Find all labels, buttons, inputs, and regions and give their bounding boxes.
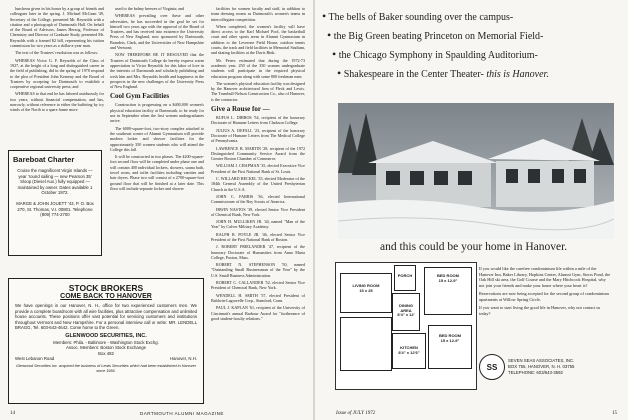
paragraph: WHEREAS Victor G. F. Reynolds of the Class of 1927, at the height of a long and distinguished career in the field of publishing, did in the spring of 1970 respond to the plea of President John Kemeny and the Board of Trustees by accepting for Dartmouth to establish a cooperative regional university press; and [10, 57, 104, 90]
headline-line-1: • The bells of Baker sounding over the campus- [322, 9, 514, 23]
ad-body: We have openings in our Hanover, N. H., office for two experienced customers men. We provide a complete boardroom with all wire facilities, plus attractive compensation and unlimited house accounts. These positions offer vast potential for servicing customers and institutions throughout Vermont and New Hampshire. For a personal interview call or write: MR. LENDELL BRAGG, Tel. 603-643-4642. Come home to the Green. [15, 303, 197, 331]
ad-contact: MARGE & JOHN JOUETT '43, P. O. Box 270, St. Thomas, V.I. 00801. Telephone (809) 774-2700 [16, 200, 94, 218]
headline-line-4: • Shakespeare in the Center Theater- this is Hanover. [337, 66, 549, 80]
ad-subtitle: COME BACK TO HANOVER [60, 293, 152, 300]
room-label: BED ROOM [439, 333, 461, 338]
ad-copy [479, 266, 611, 319]
paragraph: WHEREAS prevailing over these and other adversities, he has succeeded in the goal he set for himself two years ago with the approval of the Board of Trustees, and has received into existence the University Press of New England, now sponsored by Dartmouth, Brandeis, Clark, and the Universities of New Hampshire and Vermont; [110, 13, 204, 51]
bedroom-2 [428, 325, 472, 369]
ad-paragraph: If you would like the carefree condominium life within a mile of the Hanover Inn, Baker Library, Hopkins Center, Alumni Gym, Storrs Pond, the Oak Hill ski area, the Golf Course and the Mary Hitchcock Hospital, why not join your friends and make your home where your heart is? [479, 266, 611, 288]
firm-name: GLENWOOD SECURITIES, INC. [65, 332, 147, 339]
left-page [0, 0, 313, 420]
seller-block [508, 358, 574, 375]
article-column-3 [211, 6, 305, 408]
ad-title: STOCK BROKERS [68, 283, 144, 293]
honor-entry: RUFUS L. DIBBOS '54, recipient of the honorary Doctorate of Humane Letters from Clarkson College. [211, 115, 305, 126]
box-number: Box 482 [98, 350, 114, 356]
issue-date: Issue of JULY 1972 [336, 411, 376, 416]
porch [394, 265, 416, 291]
room-size: 15 x 25 [359, 287, 373, 293]
article-column-2 [110, 6, 204, 274]
seller-name: SEVEN SEAS ASSOCIATES, INC. [508, 358, 575, 363]
address-right: Hanover, N.H. [170, 356, 197, 362]
honor-entry: RALPH R. POYLE JR. '46, elected Senior Vice President of the First National Bank of Boston. [211, 231, 305, 242]
ad-paragraph: If you want to start living the good life in Hanover, why not contact us today? [479, 305, 601, 316]
bedroom-1 [424, 267, 472, 315]
seller-phone: TELEPHONE: 603/643-3592 [508, 369, 563, 375]
stock-brokers-ad [8, 278, 204, 404]
paragraph: It will be constructed in two phases. The 4200-square-foot second floor will be completed under phase one and will contain 400 individual lockers, showers, sauna bath, towel room, and toilet facilities including vanities and hair dryers. Phase two will consist of a 2700-square-foot ground floor that will be finished at a later date. This floor will include separate locker and shower [110, 154, 204, 191]
honor-entry: C. WILLARD HECKEL '35, elected Moderator of the 184th General Assembly of the United Presbyterian Church in the U.S.A. [211, 176, 305, 192]
membership-line: Assoc. Members: Boston Stock Exchange [65, 345, 146, 351]
magazine-name: DARTMOUTH ALUMNI MAGAZINE [140, 411, 224, 416]
honor-entry: WILLIAM J. CHAPMAN '35, elected Executive Vice President of the First National Bank of St. Louis. [211, 163, 305, 174]
honor-entry: PAUL J. KAPLAN '61, recipient of the University of Cincinnati's annual Barbour Award for "furtherance of good student-faculty relations." [211, 305, 305, 321]
paragraph: WHEREAS to that end he has labored assiduously for two years, without financial compensation, and has, narrowly, without reference to either the buffeting by icy winds of the North to a spare frame more [10, 91, 104, 113]
ad-paragraph: Reservations are now being accepted for the second group of condominium apartments at Willow Spring Circle. [479, 291, 609, 302]
honor-entry: ROBERT N. STEPHENSON '50, named "Outstanding Small Businessman of the Year" by the U.S. Small Business Administration. [211, 262, 305, 278]
seller-address: BOX 755, HANOVER, N. H. 03755 [508, 363, 575, 369]
ad-title: Bareboat Charter [13, 155, 75, 164]
page-number: 15 [612, 411, 617, 416]
bareboat-charter-ad [8, 150, 102, 256]
entry-hall [340, 317, 392, 371]
paragraph: used to the balmy breezes of Virginia; and [115, 6, 185, 11]
snowy-houses-image [338, 103, 614, 239]
paragraph: Mr. Peters estimated that during the 1972-73 academic year, 250 of the 350 women undergraduate students will participate in the required physical education program along with some 800 freshman men. [211, 57, 305, 79]
article-column-1 [10, 6, 104, 148]
dining-area [392, 293, 420, 331]
headline-line-2: • the Big Green beating Princeton on Memorial Field- [327, 28, 544, 42]
living-room [340, 273, 392, 313]
room-label: BED ROOM [437, 273, 459, 278]
ad-footnote: Glenwood Securities Inc. acquired the business of Lewis Securities which had been established in Hanover since 1956. [15, 363, 197, 373]
membership-line: Members: Phila. - Baltimore - Washington Stock Exchg. [53, 339, 159, 345]
room-label: PORCH [397, 273, 413, 278]
honor-entry: ROBERT C. CALLANDER '52, elected Senior Vice President of Chemical Bank, New York. [211, 280, 305, 291]
paragraph: When completed, the women's facility will have direct access to the Karl Michael Pool, the basketball court and other sports areas in Alumni Gymnasium in addition to the Leverone Field House, outdoor tennis courts, the track and field facilities in Memorial Stadium, and skating facilities at the Davis Rink. [211, 23, 305, 56]
paragraph: Construction is progressing on a $400,000 women's physical education facility at Dartmouth, to be ready for use in September when the first women undergraduates arrive. [110, 102, 204, 124]
room-label: DINING AREA [399, 303, 413, 313]
paragraph: luncheon given in his honor by a group of friends and colleagues later in the spring. J. Michael McGean '49, Secretary of the College, presented Mr. Reynolds with a citation and a photograph of Dartmouth Hall. On behalf of the Board of Advisors, James Herzog, Professor of Chemistry and Director of Graduate Study, presented Mr. Reynolds with a framed $2 bill, representing his tuition commission for two years as a dollar-a-year man. [10, 6, 104, 49]
ad-body: Cruise the magnificent Virgin Islands — year 'round sailing — new Pearson 35' Sloop (Diesel Aux.) fully equipped — maintained by owner. Dates available 1 October 1972. [17, 168, 93, 196]
logo-letters: SS [486, 362, 498, 372]
paragraph: The text of the Trustees' resolution was as follows: [15, 50, 99, 56]
address-left: West Lebanon Road [15, 356, 55, 362]
page-number: 14 [10, 411, 15, 416]
honor-entry: JOHN C. FARRIS '36, elected International Commissioner of the Boy Scouts of America. [211, 193, 305, 205]
honor-entry: WENDELL H. SMITH '57, elected President of Baldwin-Lagravelle Corp., Stamford, Conn. [211, 292, 305, 303]
room-size: 15 x 12-9" [438, 277, 458, 283]
condominium-photo [338, 103, 614, 239]
section-heading: Cool Gym Facilities [110, 92, 170, 101]
room-label: KITCHEN [400, 345, 418, 350]
honor-entry: LAWRENCE B. MARTIN '28, recipient of the 1972 Distinguished Community Service Award from the Greater Boston Chamber of Commerce. [211, 145, 305, 162]
honor-entry: JULIUS A. DEFALL '23, recipient of the honorary Doctorate of Humane Letters from The Medical College of Pennsylvania. [211, 127, 305, 144]
paragraph: The women's physical education facility was designed by the Hanover architectural firm of Fleck and Lewis. The Trumbull-Nelson Construction Co., also of Hanover, is the contractor. [211, 80, 305, 102]
floor-plan [335, 262, 477, 390]
tagline: and this could be your home in Hanover. [380, 241, 568, 253]
room-size: 8'4" x 12' [397, 312, 415, 318]
paragraph: The 6000-square-foot, two-story complex attached to the southeast corner of Alumni Gymnasium will provide modern locker and shower facilities for the approximately 350 women students who will attend the College this fall. [110, 125, 204, 152]
seven-seas-logo [479, 354, 505, 380]
honor-entry: JOHN H. MULLIKEN JR. '44, named "Man of the Year" by Culver Military Academy. [211, 219, 305, 230]
room-size: 8'4" x 12'6" [398, 349, 420, 355]
headline-emphasis: this is Hanover. [486, 69, 549, 80]
address-row [15, 356, 197, 362]
section-heading: Give a Rouse for — [211, 105, 270, 114]
honor-entry: IRWIN NASTOS '39, elected Senior Vice President of Chemical Bank, New York. [211, 206, 305, 217]
honor-entry: J. ROBERT FRIELANDER '47, recipient of the honorary Doctorate of Humanities from Anna Maria College, Paxton, Mass. [211, 244, 305, 260]
paragraph: facilities for women faculty and staff, in addition to team dressing rooms as Dartmouth's women's teams in intercollegiate competition. [211, 6, 305, 22]
headline-line-3: • the Chicago Symphony in Spaulding Auditorium- [332, 47, 538, 61]
paragraph: NOW THEREFORE BE IT RESOLVED that the Trustees of Dartmouth College do hereby express warm appreciation to Victor Reynolds for this labor of love in the interests of Dartmouth and scholarly publishing and wish him and Mrs. Reynolds health and happiness in the prospects in the new challenges of the University Press of New England. [110, 52, 204, 90]
room-size: 15 x 12-9" [440, 337, 460, 343]
room-label: LIVING ROOM [352, 283, 380, 288]
kitchen [392, 333, 426, 369]
